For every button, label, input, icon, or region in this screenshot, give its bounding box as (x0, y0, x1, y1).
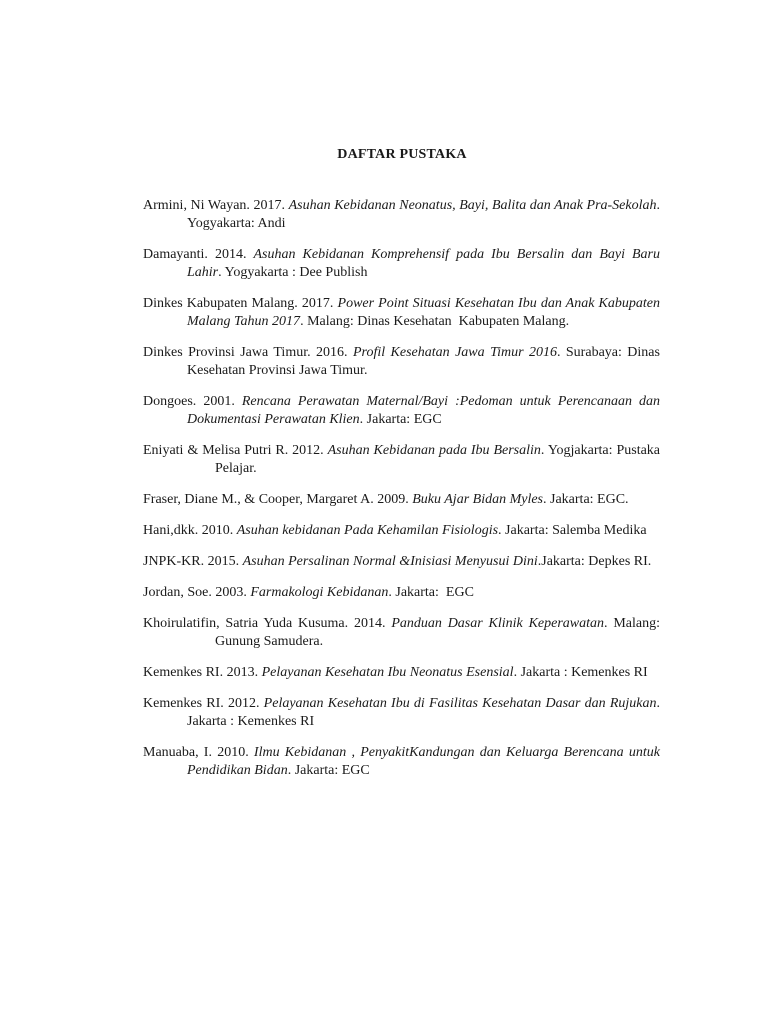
reference-publisher: . Surabaya: Dinas Kesehatan Provinsi Jawa Timur. (187, 345, 664, 378)
reference-item (143, 744, 660, 780)
reference-publisher: . Jakarta: EGC. (543, 492, 629, 507)
reference-title: Asuhan Persalinan Normal &Inisiasi Menyusui Dini (242, 554, 538, 569)
reference-title: Power Point Situasi Kesehatan Ibu dan Anak Kabupaten Malang Tahun 2017 (187, 296, 660, 329)
reference-title: Asuhan kebidanan Pada Kehamilan Fisiologis (236, 523, 499, 538)
reference-author-year: Kemenkes RI. 2012. (143, 696, 264, 711)
reference-title: Panduan Dasar Klinik Keperawatan (391, 616, 605, 631)
reference-author-year: Armini, Ni Wayan. 2017. (143, 198, 289, 213)
reference-title: Rencana Perawatan Maternal/Bayi :Pedoman untuk Perencanaan dan Dokumentasi Perawatan Klien (187, 394, 660, 427)
reference-publisher: .Jakarta: Depkes RI. (537, 554, 652, 569)
reference-item (143, 246, 660, 282)
reference-publisher: . Jakarta : Kemenkes RI (513, 665, 648, 680)
reference-title: Buku Ajar Bidan Myles (412, 492, 544, 507)
reference-author-year: Dinkes Provinsi Jawa Timur. 2016. (143, 345, 353, 360)
reference-author-year: Dongoes. 2001. (143, 394, 242, 409)
reference-item (143, 295, 660, 331)
reference-publisher: . Malang: Dinas Kesehatan Kabupaten Malang. (300, 314, 570, 329)
reference-title: Asuhan Kebidanan Neonatus, Bayi, Balita dan Anak Pra-Sekolah (288, 198, 657, 213)
reference-item (143, 522, 660, 540)
reference-author-year: Khoirulatifin, Satria Yuda Kusuma. 2014. (143, 616, 392, 631)
reference-author-year: JNPK-KR. 2015. (143, 554, 243, 569)
reference-author-year: Damayanti. 2014. (143, 247, 254, 262)
reference-item (143, 664, 660, 682)
reference-list (143, 197, 664, 793)
reference-item (143, 491, 660, 509)
reference-publisher: . Yogyakarta : Dee Publish (218, 265, 368, 280)
reference-author-year: Fraser, Diane M., & Cooper, Margaret A. 2009. (143, 492, 413, 507)
reference-publisher: . Jakarta: Salemba Medika (498, 523, 647, 538)
reference-publisher: . Jakarta: EGC (388, 585, 474, 600)
reference-author-year: Jordan, Soe. 2003. (143, 585, 251, 600)
reference-item (143, 553, 660, 571)
reference-item (143, 584, 660, 602)
reference-author-year: Manuaba, I. 2010. (143, 745, 254, 760)
reference-item (143, 442, 664, 478)
reference-publisher: . Jakarta: EGC (359, 412, 442, 427)
reference-title: Asuhan Kebidanan pada Ibu Bersalin (327, 443, 541, 458)
reference-author-year: Hani,dkk. 2010. (143, 523, 237, 538)
reference-publisher: . Yogyakarta: Andi (187, 198, 663, 231)
reference-item (143, 393, 660, 429)
reference-item (143, 615, 664, 651)
reference-title: Farmakologi Kebidanan (250, 585, 389, 600)
reference-author-year: Kemenkes RI. 2013. (143, 665, 262, 680)
reference-author-year: Eniyati & Melisa Putri R. 2012. (143, 443, 328, 458)
reference-title: Pelayanan Kesehatan Ibu Neonatus Esensial (261, 665, 514, 680)
reference-publisher: . Jakarta: EGC (287, 763, 370, 778)
reference-publisher: . Malang: Gunung Samudera. (215, 616, 664, 649)
reference-item (143, 197, 663, 233)
page-title: DAFTAR PUSTAKA (337, 147, 467, 162)
reference-author-year: Dinkes Kabupaten Malang. 2017. (143, 296, 338, 311)
reference-publisher: . Yogjakarta: Pustaka Pelajar. (215, 443, 664, 476)
reference-title: Ilmu Kebidanan , PenyakitKandungan dan Keluarga Berencana untuk Pendidikan Bidan (187, 745, 660, 778)
reference-title: Asuhan Kebidanan Komprehensif pada Ibu Bersalin dan Bayi Baru Lahir (187, 247, 661, 280)
reference-title: Profil Kesehatan Jawa Timur 2016 (352, 345, 557, 360)
reference-title: Pelayanan Kesehatan Ibu di Fasilitas Kesehatan Dasar dan Rujukan (263, 696, 657, 711)
reference-item (143, 344, 664, 380)
reference-item (143, 695, 664, 731)
reference-publisher: . Jakarta : Kemenkes RI (187, 696, 664, 729)
